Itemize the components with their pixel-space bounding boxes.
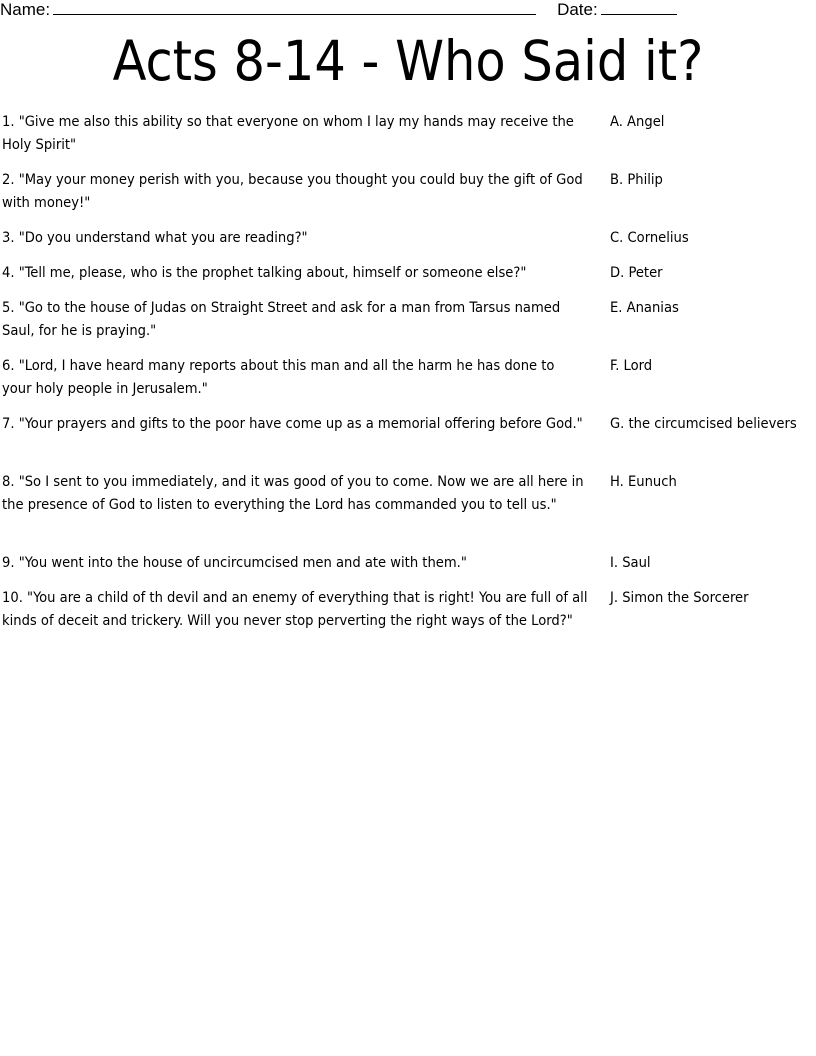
date-label: Date: <box>557 0 598 19</box>
worksheet-header <box>0 0 816 26</box>
worksheet-row <box>0 354 816 400</box>
worksheet-row <box>0 551 816 574</box>
worksheet-row <box>0 412 816 458</box>
date-write-in-line[interactable] <box>601 0 677 15</box>
question-item[interactable]: 7. "Your prayers and gifts to the poor have come up as a memorial offering before God." <box>2 415 583 432</box>
question-item[interactable]: 4. "Tell me, please, who is the prophet talking about, himself or someone else?" <box>2 264 527 281</box>
question-item[interactable]: 6. "Lord, I have heard many reports about this man and all the harm he has done to your holy people in Jerusalem." <box>2 357 555 397</box>
answer-option[interactable]: G. the circumcised believers <box>610 415 797 432</box>
question-item[interactable]: 1. "Give me also this ability so that everyone on whom I lay my hands may receive the Holy Spirit" <box>2 113 574 153</box>
worksheet-row <box>0 586 816 655</box>
question-item[interactable]: 8. "So I sent to you immediately, and it was good of you to come. Now we are all here in the presence of God to listen to everything the Lord has commanded you to tell us." <box>2 473 584 513</box>
answer-option[interactable]: J. Simon the Sorcerer <box>610 589 749 606</box>
worksheet-row <box>0 110 816 156</box>
question-item[interactable]: 3. "Do you understand what you are reading?" <box>2 229 308 246</box>
answer-option[interactable]: E. Ananias <box>610 299 679 316</box>
question-item[interactable]: 10. "You are a child of th devil and an enemy of everything that is right! You are full of all kinds of deceit and trickery. Will you never stop perverting the right ways of the Lord?" <box>2 589 588 629</box>
answer-option[interactable]: B. Philip <box>610 171 663 188</box>
name-write-in-line[interactable] <box>53 0 536 15</box>
answer-option[interactable]: F. Lord <box>610 357 653 374</box>
question-item[interactable]: 5. "Go to the house of Judas on Straight Street and ask for a man from Tarsus named Saul, for he is praying." <box>2 299 561 339</box>
answer-option[interactable]: H. Eunuch <box>610 473 677 490</box>
question-item[interactable]: 2. "May your money perish with you, because you thought you could buy the gift of God with money!" <box>2 171 583 211</box>
answer-option[interactable]: D. Peter <box>610 264 663 281</box>
worksheet-row <box>0 226 816 249</box>
question-item[interactable]: 9. "You went into the house of uncircumcised men and ate with them." <box>2 554 467 571</box>
worksheet-row <box>0 168 816 214</box>
name-label: Name: <box>0 0 51 19</box>
worksheet-row <box>0 470 816 539</box>
worksheet-body <box>0 110 816 655</box>
answer-option[interactable]: C. Cornelius <box>610 229 689 246</box>
worksheet-row <box>0 296 816 342</box>
answer-option[interactable]: A. Angel <box>610 113 665 130</box>
page-title: Acts 8-14 - Who Said it? <box>112 29 704 93</box>
worksheet-row <box>0 261 816 284</box>
answer-option[interactable]: I. Saul <box>610 554 651 571</box>
